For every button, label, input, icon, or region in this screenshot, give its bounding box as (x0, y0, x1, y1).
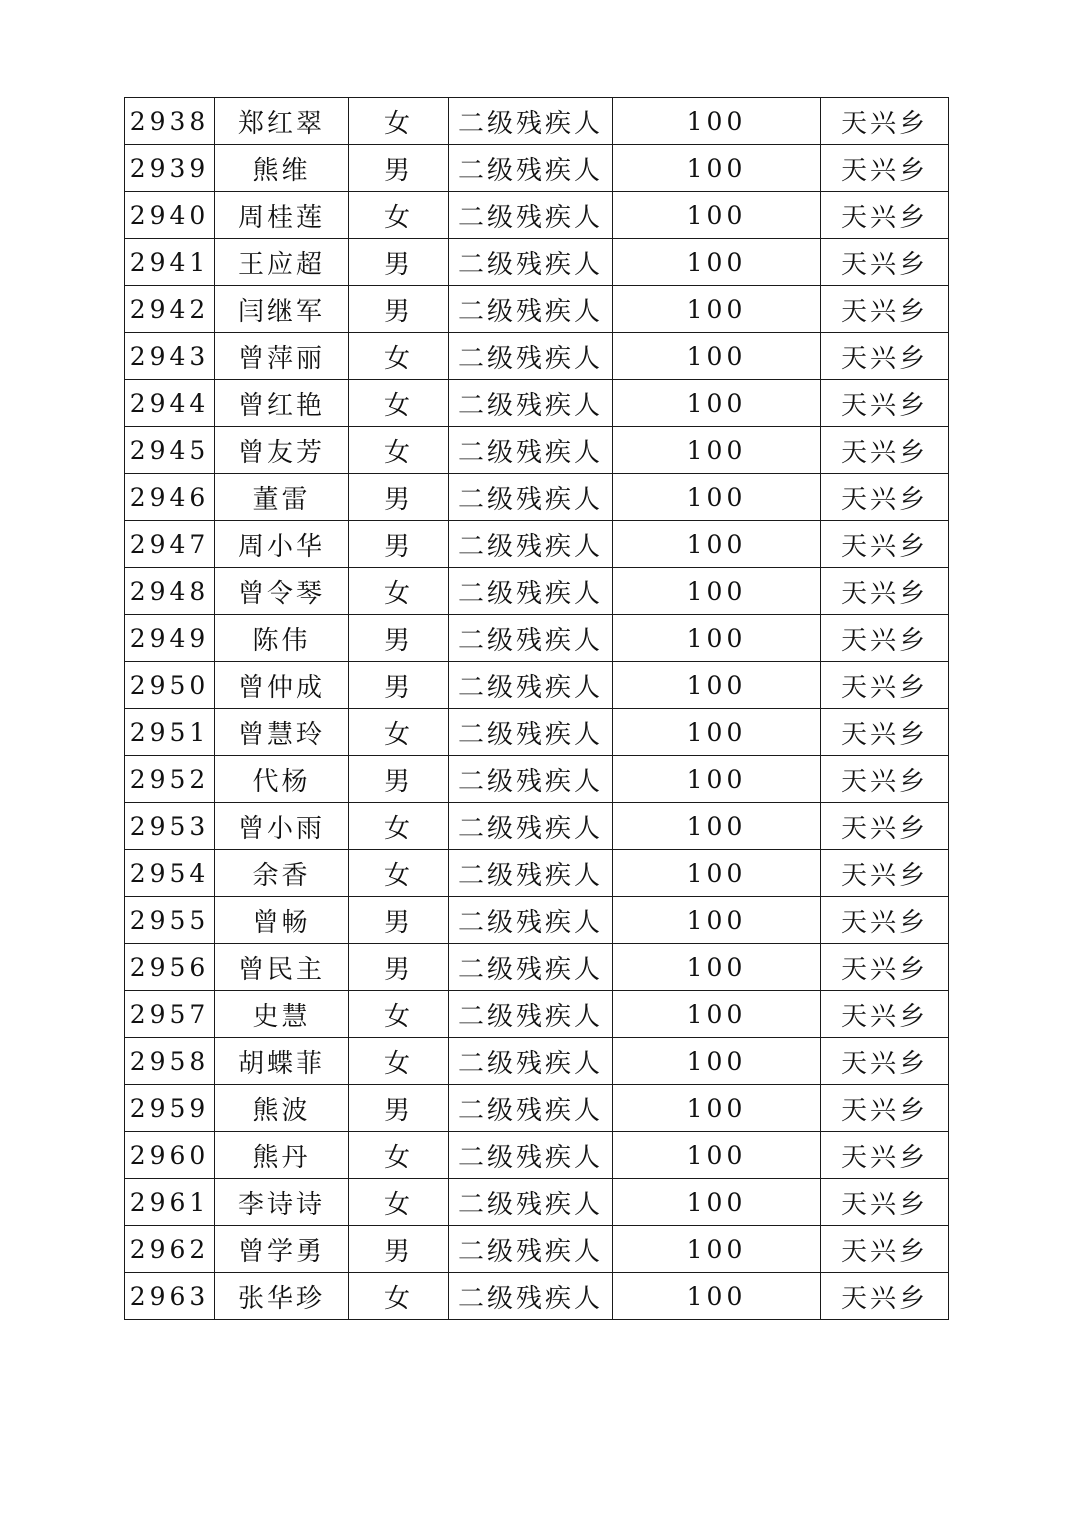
cell-name: 熊丹 (215, 1132, 349, 1179)
cell-name: 曾红艳 (215, 380, 349, 427)
cell-disability-level: 二级残疾人 (449, 1226, 613, 1273)
table-row (125, 380, 949, 427)
cell-name: 曾学勇 (215, 1226, 349, 1273)
cell-township: 天兴乡 (821, 1038, 949, 1085)
cell-amount: 100 (613, 286, 821, 333)
table-row (125, 803, 949, 850)
cell-disability-level: 二级残疾人 (449, 145, 613, 192)
cell-township: 天兴乡 (821, 850, 949, 897)
cell-name: 张华珍 (215, 1273, 349, 1320)
cell-township: 天兴乡 (821, 1226, 949, 1273)
cell-township: 天兴乡 (821, 1273, 949, 1320)
cell-amount: 100 (613, 192, 821, 239)
cell-disability-level: 二级残疾人 (449, 521, 613, 568)
cell-amount: 100 (613, 756, 821, 803)
cell-name: 史慧 (215, 991, 349, 1038)
cell-disability-level: 二级残疾人 (449, 1085, 613, 1132)
cell-amount: 100 (613, 333, 821, 380)
cell-amount: 100 (613, 991, 821, 1038)
cell-disability-level: 二级残疾人 (449, 192, 613, 239)
cell-name: 余香 (215, 850, 349, 897)
cell-serial-number: 2953 (125, 803, 215, 850)
cell-gender: 女 (349, 333, 449, 380)
cell-gender: 女 (349, 380, 449, 427)
cell-gender: 女 (349, 1273, 449, 1320)
table-row (125, 709, 949, 756)
subsidy-roster-table (124, 97, 949, 1320)
cell-township: 天兴乡 (821, 192, 949, 239)
cell-name: 代杨 (215, 756, 349, 803)
table-row (125, 98, 949, 145)
table-row (125, 333, 949, 380)
cell-township: 天兴乡 (821, 1179, 949, 1226)
table-row (125, 1226, 949, 1273)
cell-disability-level: 二级残疾人 (449, 897, 613, 944)
cell-disability-level: 二级残疾人 (449, 1038, 613, 1085)
cell-disability-level: 二级残疾人 (449, 803, 613, 850)
cell-gender: 女 (349, 1132, 449, 1179)
cell-serial-number: 2951 (125, 709, 215, 756)
cell-gender: 男 (349, 1226, 449, 1273)
table-body (125, 98, 949, 1320)
cell-serial-number: 2949 (125, 615, 215, 662)
cell-disability-level: 二级残疾人 (449, 333, 613, 380)
cell-name: 曾萍丽 (215, 333, 349, 380)
cell-serial-number: 2962 (125, 1226, 215, 1273)
cell-disability-level: 二级残疾人 (449, 98, 613, 145)
table-row (125, 286, 949, 333)
cell-amount: 100 (613, 1132, 821, 1179)
cell-disability-level: 二级残疾人 (449, 850, 613, 897)
cell-name: 熊波 (215, 1085, 349, 1132)
cell-township: 天兴乡 (821, 803, 949, 850)
cell-serial-number: 2956 (125, 944, 215, 991)
cell-township: 天兴乡 (821, 615, 949, 662)
cell-township: 天兴乡 (821, 98, 949, 145)
cell-serial-number: 2952 (125, 756, 215, 803)
cell-township: 天兴乡 (821, 286, 949, 333)
cell-gender: 女 (349, 1179, 449, 1226)
cell-serial-number: 2958 (125, 1038, 215, 1085)
cell-amount: 100 (613, 1038, 821, 1085)
cell-name: 曾令琴 (215, 568, 349, 615)
cell-gender: 男 (349, 897, 449, 944)
cell-name: 曾友芳 (215, 427, 349, 474)
cell-township: 天兴乡 (821, 333, 949, 380)
cell-serial-number: 2945 (125, 427, 215, 474)
cell-disability-level: 二级残疾人 (449, 991, 613, 1038)
cell-name: 曾慧玲 (215, 709, 349, 756)
cell-township: 天兴乡 (821, 239, 949, 286)
cell-gender: 男 (349, 286, 449, 333)
cell-name: 王应超 (215, 239, 349, 286)
cell-name: 曾畅 (215, 897, 349, 944)
cell-gender: 男 (349, 239, 449, 286)
cell-name: 李诗诗 (215, 1179, 349, 1226)
cell-amount: 100 (613, 98, 821, 145)
cell-amount: 100 (613, 521, 821, 568)
cell-disability-level: 二级残疾人 (449, 1179, 613, 1226)
cell-disability-level: 二级残疾人 (449, 286, 613, 333)
cell-name: 董雷 (215, 474, 349, 521)
cell-gender: 男 (349, 615, 449, 662)
cell-serial-number: 2954 (125, 850, 215, 897)
cell-township: 天兴乡 (821, 568, 949, 615)
cell-serial-number: 2940 (125, 192, 215, 239)
cell-gender: 女 (349, 709, 449, 756)
table-row (125, 1179, 949, 1226)
cell-amount: 100 (613, 380, 821, 427)
cell-amount: 100 (613, 145, 821, 192)
table-row (125, 615, 949, 662)
cell-township: 天兴乡 (821, 145, 949, 192)
cell-gender: 男 (349, 662, 449, 709)
cell-serial-number: 2948 (125, 568, 215, 615)
cell-name: 闫继军 (215, 286, 349, 333)
cell-disability-level: 二级残疾人 (449, 1273, 613, 1320)
cell-disability-level: 二级残疾人 (449, 709, 613, 756)
cell-township: 天兴乡 (821, 756, 949, 803)
cell-name: 周小华 (215, 521, 349, 568)
cell-amount: 100 (613, 1226, 821, 1273)
table-row (125, 521, 949, 568)
table-row (125, 756, 949, 803)
cell-township: 天兴乡 (821, 427, 949, 474)
cell-amount: 100 (613, 662, 821, 709)
cell-gender: 女 (349, 803, 449, 850)
cell-township: 天兴乡 (821, 662, 949, 709)
cell-gender: 女 (349, 850, 449, 897)
cell-serial-number: 2944 (125, 380, 215, 427)
cell-serial-number: 2941 (125, 239, 215, 286)
cell-amount: 100 (613, 944, 821, 991)
cell-gender: 男 (349, 944, 449, 991)
cell-serial-number: 2942 (125, 286, 215, 333)
cell-serial-number: 2943 (125, 333, 215, 380)
cell-name: 胡蝶菲 (215, 1038, 349, 1085)
cell-serial-number: 2947 (125, 521, 215, 568)
cell-serial-number: 2961 (125, 1179, 215, 1226)
cell-gender: 女 (349, 98, 449, 145)
cell-disability-level: 二级残疾人 (449, 568, 613, 615)
cell-disability-level: 二级残疾人 (449, 380, 613, 427)
cell-serial-number: 2959 (125, 1085, 215, 1132)
cell-name: 曾小雨 (215, 803, 349, 850)
cell-township: 天兴乡 (821, 521, 949, 568)
cell-amount: 100 (613, 427, 821, 474)
cell-gender: 女 (349, 427, 449, 474)
cell-gender: 男 (349, 756, 449, 803)
table-row (125, 1038, 949, 1085)
cell-gender: 男 (349, 521, 449, 568)
cell-disability-level: 二级残疾人 (449, 1132, 613, 1179)
cell-serial-number: 2938 (125, 98, 215, 145)
table-row (125, 1273, 949, 1320)
cell-gender: 女 (349, 192, 449, 239)
cell-amount: 100 (613, 474, 821, 521)
cell-amount: 100 (613, 709, 821, 756)
cell-township: 天兴乡 (821, 944, 949, 991)
table-row (125, 145, 949, 192)
cell-amount: 100 (613, 803, 821, 850)
table-row (125, 192, 949, 239)
cell-amount: 100 (613, 615, 821, 662)
cell-amount: 100 (613, 897, 821, 944)
cell-gender: 男 (349, 145, 449, 192)
cell-disability-level: 二级残疾人 (449, 239, 613, 286)
cell-serial-number: 2946 (125, 474, 215, 521)
table-row (125, 1085, 949, 1132)
table-row (125, 1132, 949, 1179)
cell-township: 天兴乡 (821, 380, 949, 427)
cell-serial-number: 2955 (125, 897, 215, 944)
cell-township: 天兴乡 (821, 709, 949, 756)
cell-amount: 100 (613, 1273, 821, 1320)
cell-township: 天兴乡 (821, 1085, 949, 1132)
cell-disability-level: 二级残疾人 (449, 427, 613, 474)
cell-name: 郑红翠 (215, 98, 349, 145)
cell-amount: 100 (613, 568, 821, 615)
cell-disability-level: 二级残疾人 (449, 944, 613, 991)
cell-amount: 100 (613, 1085, 821, 1132)
cell-name: 周桂莲 (215, 192, 349, 239)
cell-township: 天兴乡 (821, 897, 949, 944)
table-row (125, 239, 949, 286)
cell-township: 天兴乡 (821, 1132, 949, 1179)
cell-serial-number: 2957 (125, 991, 215, 1038)
cell-gender: 男 (349, 474, 449, 521)
table-row (125, 662, 949, 709)
cell-serial-number: 2939 (125, 145, 215, 192)
table-row (125, 474, 949, 521)
cell-amount: 100 (613, 1179, 821, 1226)
cell-name: 曾民主 (215, 944, 349, 991)
cell-serial-number: 2950 (125, 662, 215, 709)
cell-name: 陈伟 (215, 615, 349, 662)
cell-disability-level: 二级残疾人 (449, 615, 613, 662)
table-row (125, 991, 949, 1038)
cell-gender: 男 (349, 1085, 449, 1132)
cell-name: 曾仲成 (215, 662, 349, 709)
table-row (125, 427, 949, 474)
cell-disability-level: 二级残疾人 (449, 662, 613, 709)
cell-name: 熊维 (215, 145, 349, 192)
table-row (125, 944, 949, 991)
table-row (125, 568, 949, 615)
cell-gender: 女 (349, 568, 449, 615)
cell-amount: 100 (613, 850, 821, 897)
cell-disability-level: 二级残疾人 (449, 474, 613, 521)
cell-gender: 女 (349, 1038, 449, 1085)
cell-amount: 100 (613, 239, 821, 286)
cell-disability-level: 二级残疾人 (449, 756, 613, 803)
cell-gender: 女 (349, 991, 449, 1038)
cell-township: 天兴乡 (821, 991, 949, 1038)
cell-serial-number: 2960 (125, 1132, 215, 1179)
cell-serial-number: 2963 (125, 1273, 215, 1320)
table-row (125, 850, 949, 897)
cell-township: 天兴乡 (821, 474, 949, 521)
table-row (125, 897, 949, 944)
